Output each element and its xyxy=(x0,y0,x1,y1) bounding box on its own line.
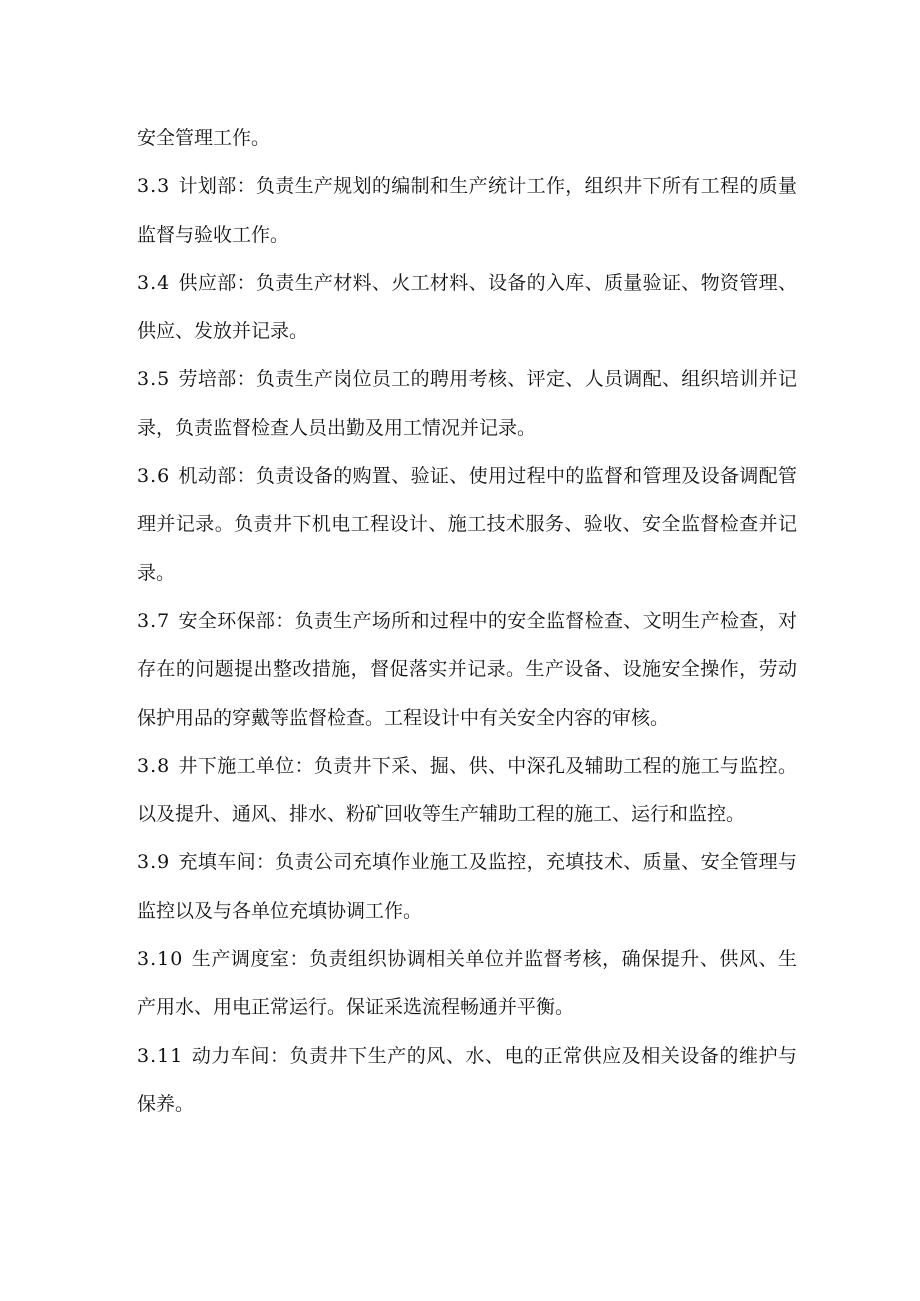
section-number: 3.3 xyxy=(137,175,171,198)
section-number: 3.10 xyxy=(137,948,184,971)
section-number: 3.6 xyxy=(137,465,171,488)
paragraph-text: 供应部：负责生产材料、火工材料、设备的入库、质量验证、物资管理、供应、发放并记录。 xyxy=(137,271,797,343)
paragraph-text: 生产调度室：负责组织协调相关单位并监督考核，确保提升、供风、生产用水、用电正常运行。保证采选流程畅通并平衡。 xyxy=(137,948,797,1019)
paragraph-3-4 xyxy=(137,259,797,356)
paragraph-text: 劳培部：负责生产岗位员工的聘用考核、评定、人员调配、组织培训并记录，负责监督检查人员出勤及用工情况并记录。 xyxy=(137,368,797,439)
paragraph-text: 机动部：负责设备的购置、验证、使用过程中的监督和管理及设备调配管理并记录。负责井下机电工程设计、施工技术服务、验收、安全监督检查并记录。 xyxy=(137,465,797,584)
paragraph-text: 安全环保部：负责生产场所和过程中的安全监督检查、文明生产检查，对存在的问题提出整改措施，督促落实并记录。生产设备、设施安全操作，劳动保护用品的穿戴等监督检查。工程设计中有关安全内容的审核。 xyxy=(137,609,797,729)
paragraph-3-5 xyxy=(137,355,797,452)
section-number: 3.8 xyxy=(137,754,171,777)
paragraph-text: 动力车间：负责井下生产的风、水、电的正常供应及相关设备的维护与保养。 xyxy=(137,1044,797,1115)
paragraph-text: 充填车间：负责公司充填作业施工及监控，充填技术、质量、安全管理与监控以及与各单位充填协调工作。 xyxy=(137,851,797,922)
paragraph-3-6 xyxy=(137,452,797,597)
section-number: 3.11 xyxy=(137,1044,184,1067)
paragraph-text: 计划部：负责生产规划的编制和生产统计工作，组织井下所有工程的质量监督与验收工作。 xyxy=(137,175,797,246)
paragraph-3-7 xyxy=(137,597,797,742)
paragraph-3-9 xyxy=(137,838,797,935)
section-number: 3.9 xyxy=(137,851,171,874)
section-number: 3.5 xyxy=(137,368,171,391)
section-number: 3.4 xyxy=(137,271,171,294)
paragraph-continuation xyxy=(137,114,797,162)
paragraph-text: 井下施工单位：负责井下采、掘、供、中深孔及辅助工程的施工与监控。以及提升、通风、排水、粉矿回收等生产辅助工程的施工、运行和监控。 xyxy=(137,754,797,826)
paragraph-text: 安全管理工作。 xyxy=(137,127,271,149)
section-number: 3.7 xyxy=(137,609,171,632)
paragraph-3-3 xyxy=(137,162,797,259)
document-body xyxy=(137,114,797,1128)
paragraph-3-8 xyxy=(137,742,797,839)
paragraph-3-10 xyxy=(137,935,797,1032)
paragraph-3-11 xyxy=(137,1032,797,1129)
